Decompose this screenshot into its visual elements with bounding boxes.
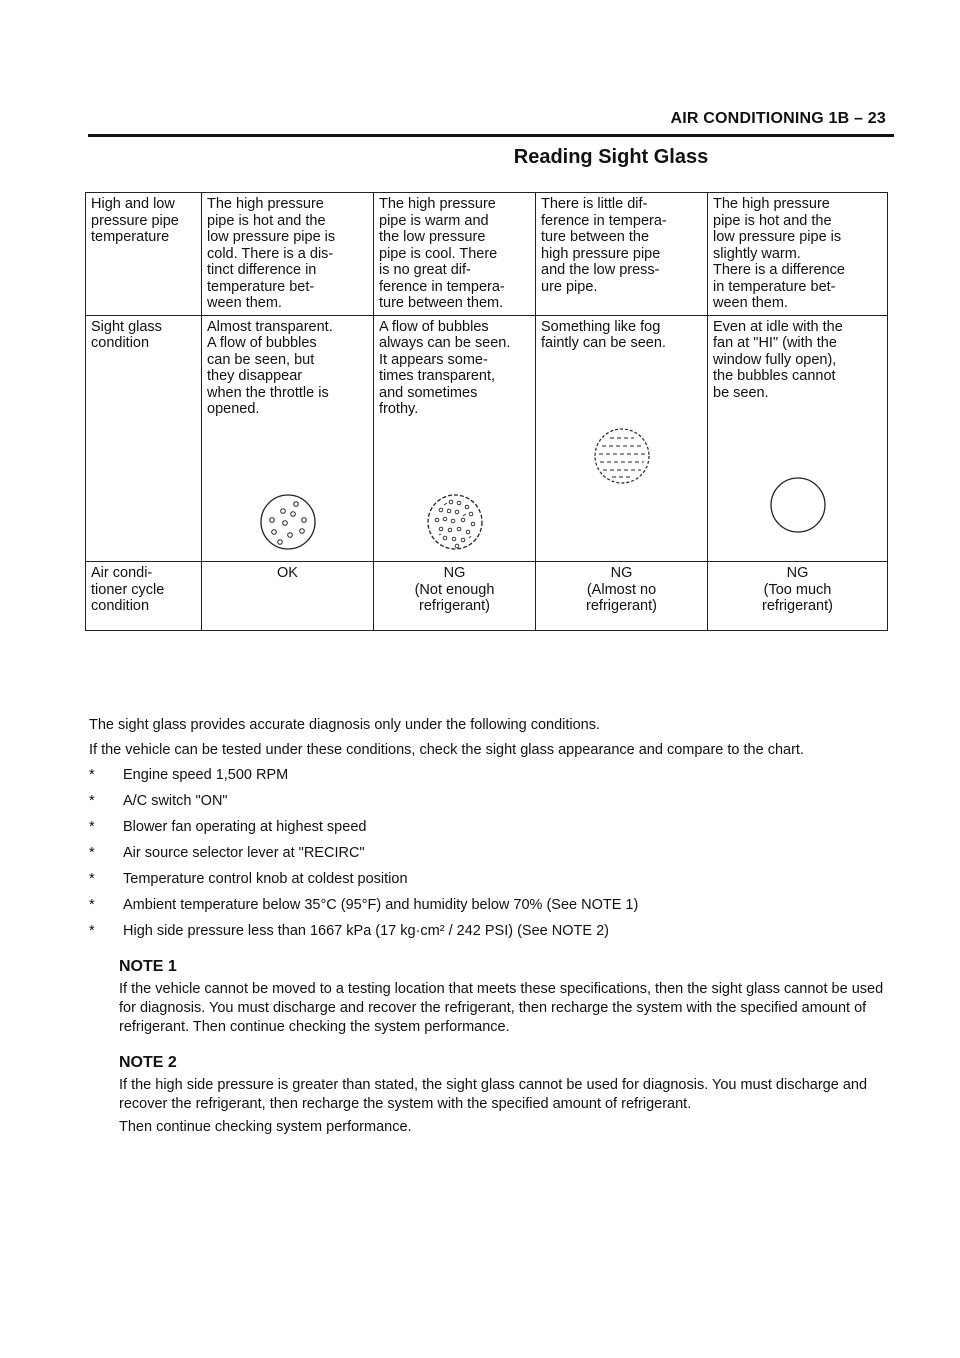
sight-glass-frothy-bubbles-icon [423, 490, 487, 554]
note-2 [119, 1053, 889, 1137]
page-header [88, 108, 894, 137]
row-label-sight-glass: Sight glass condition [86, 315, 202, 562]
note-body: If the high side pressure is greater than stated, the sight glass cannot be used for diagnosis. You must discharge and recover the refrigerant, then recharge the system with the specified amount of refrigerant. [119, 1077, 868, 1112]
row-label-cycle: Air condi- tioner cycle condition [86, 562, 202, 631]
table-cell: Almost transparent. A flow of bubbles can be seen, but they disappear when the throttle is opened. [202, 315, 374, 562]
row-label-temperature: High and low pressure pipe temperature [86, 193, 202, 316]
note-body: If the vehicle cannot be moved to a testing location that meets these specifications, then the sight glass cannot be used for diagnosis. You must discharge and recover the refrigerant, then recharge the system with the specified amount of refrigerant. Then continue checking the system performance. [119, 981, 884, 1035]
note-body: Then continue checking system performance. [119, 1119, 412, 1135]
list-item: * A/C switch "ON" [89, 793, 228, 809]
list-item: * Temperature control knob at coldest position [89, 871, 408, 887]
table-cell: Something like fog faintly can be seen. [536, 315, 708, 562]
table-row-sight-glass [86, 315, 888, 562]
note-1 [119, 957, 889, 1037]
note-title: NOTE 2 [119, 1054, 177, 1071]
table-cell: The high pressure pipe is hot and the low pressure pipe is slightly warm. There is a difference in temperature bet- ween them. [708, 193, 888, 316]
intro-paragraph: If the vehicle can be tested under these conditions, check the sight glass appearance and compare to the chart. [89, 742, 804, 758]
page-title: Reading Sight Glass [513, 146, 709, 168]
table-cell: NG (Not enough refrigerant) [374, 562, 536, 631]
intro-paragraph: The sight glass provides accurate diagnosis only under the following conditions. [89, 717, 601, 733]
table-cell: The high pressure pipe is warm and the low pressure pipe is cool. There is no great dif- ference in tempera- ture between them. [374, 193, 536, 316]
table-cell: The high pressure pipe is hot and the low pressure pipe is cold. There is a dis- tinct difference in temperature bet- ween them. [202, 193, 374, 316]
section-title: AIR CONDITIONING 1B – 23 [670, 110, 886, 127]
note-title: NOTE 1 [119, 958, 177, 975]
list-item: * Air source selector lever at "RECIRC" [89, 845, 365, 861]
sight-glass-table [85, 192, 888, 631]
table-row-cycle-condition [86, 562, 888, 631]
table-cell: NG (Almost no refrigerant) [536, 562, 708, 631]
list-item: * Blower fan operating at highest speed [89, 819, 367, 835]
list-item: * Engine speed 1,500 RPM [89, 767, 289, 783]
list-item: * Ambient temperature below 35°C (95°F) and humidity below 70% (See NOTE 1) [89, 897, 639, 913]
sight-glass-fog-icon [590, 424, 654, 488]
table-cell: A flow of bubbles always can be seen. It appears some- times transparent, and sometimes frothy. [374, 315, 536, 562]
conditions-list [89, 766, 889, 941]
table-cell: There is little dif- ference in tempera- ture between the high pressure pipe and the low press- ure pipe. [536, 193, 708, 316]
table-cell: Even at idle with the fan at "HI" (with the window fully open), the bubbles cannot be seen. [708, 315, 888, 562]
table-cell: OK [202, 562, 374, 631]
table-row-temperature [86, 193, 888, 316]
sight-glass-clear-icon [766, 473, 830, 537]
sight-glass-few-bubbles-icon [256, 490, 320, 554]
table-cell: NG (Too much refrigerant) [708, 562, 888, 631]
body-text [89, 716, 889, 1137]
list-item: * High side pressure less than 1667 kPa (17 kg·cm² / 242 PSI) (See NOTE 2) [89, 923, 609, 939]
